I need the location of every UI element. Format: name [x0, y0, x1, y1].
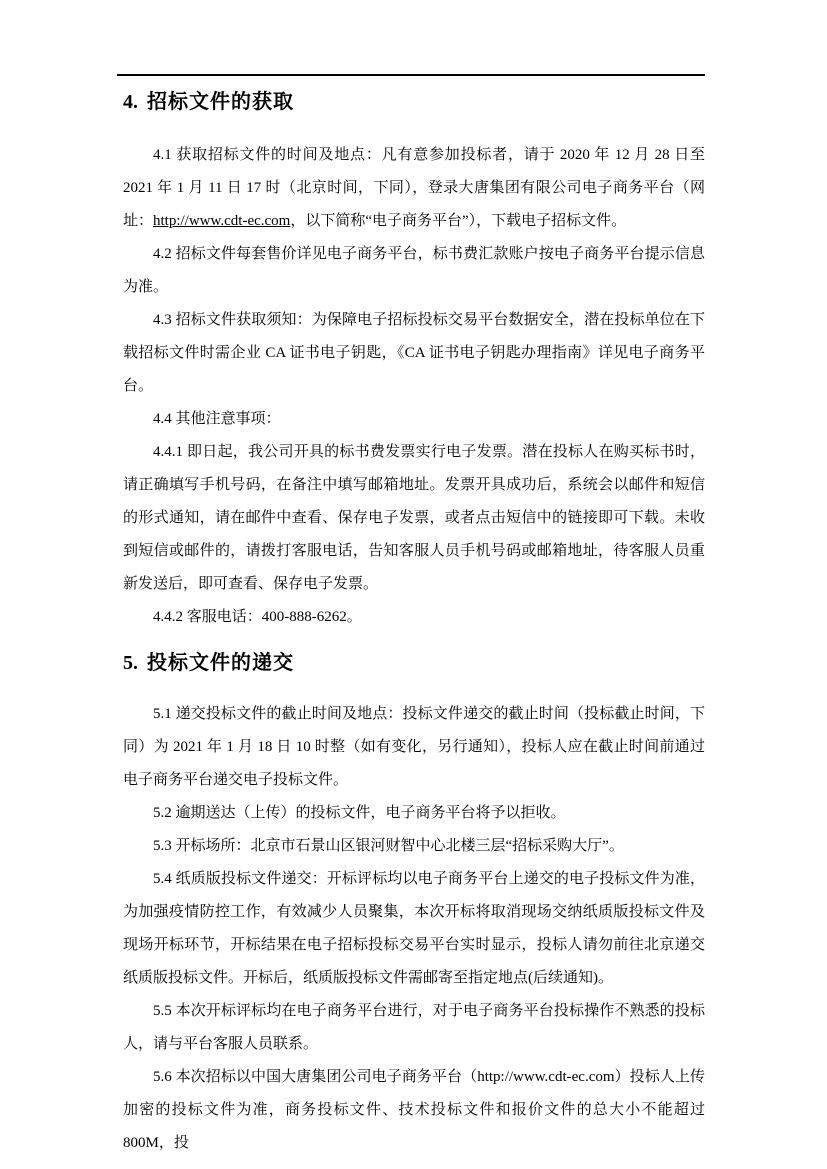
paragraph-5-2: 5.2 逾期送达（上传）的投标文件，电子商务平台将予以拒收。 [153, 805, 566, 821]
cdt-ec-url-link[interactable]: http://www.cdt-ec.com [153, 213, 291, 229]
paragraph-5-4: 5.4 纸质版投标文件递交：开标评标均以电子商务平台上递交的电子投标文件为准，为加强疫情防控工作，有效减少人员聚集，本次开标将取消现场交纳纸质版投标文件及现场开标环节，开标结果在电子招标投标交易平台实时显示，投标人请勿前往北京递交纸质版投标文件。开标后，纸质版投标文件需邮寄至指定地点(后续通知)。 [123, 871, 705, 986]
section-5-title: 投标文件的递交 [147, 652, 294, 674]
paragraph-4-2: 4.2 招标文件每套售价详见电子商务平台，标书费汇款账户按电子商务平台提示信息为准。 [123, 246, 705, 295]
paragraph-5-5: 5.5 本次开标评标均在电子商务平台进行，对于电子商务平台投标操作不熟悉的投标人，请与平台客服人员联系。 [123, 1003, 705, 1052]
paragraph-4-1-text-after: ，以下简称“电子商务平台”），下载电子招标文件。 [290, 213, 627, 229]
section-4-title: 招标文件的获取 [147, 91, 294, 113]
paragraph-4-1 [123, 139, 705, 238]
paragraph-5-6: 5.6 本次招标以中国大唐集团公司电子商务平台（http://www.cdt-ec.com）投标人上传加密的投标文件为准，商务投标文件、技术投标文件和报价文件的总大小不能超过 800M，投 [123, 1069, 705, 1151]
page-content [123, 87, 705, 1160]
paragraph-4-4-2-service-phone: 4.4.2 客服电话：400-888-6262。 [153, 609, 362, 625]
section-bid-document-submission [123, 648, 705, 1160]
section-bid-document-acquisition [123, 87, 705, 634]
section-4-heading [123, 87, 705, 117]
section-4-number: 4. [123, 91, 138, 113]
paragraph-4-3: 4.3 招标文件获取须知：为保障电子招标投标交易平台数据安全，潜在投标单位在下载招标文件时需企业 CA 证书电子钥匙，《CA 证书电子钥匙办理指南》详见电子商务平台。 [123, 312, 705, 394]
section-5-heading [123, 648, 705, 678]
paragraph-5-1: 5.1 递交投标文件的截止时间及地点：投标文件递交的截止时间（投标截止时间，下同）为 2021 年 1 月 18 日 10 时整（如有变化，另行通知），投标人应在截止时间前通过电子商务平台递交电子投标文件。 [123, 706, 705, 788]
header-rule [117, 74, 705, 76]
paragraph-5-3: 5.3 开标场所：北京市石景山区银河财智中心北楼三层“招标采购大厅”。 [153, 838, 624, 854]
paragraph-4-1-text-before: 4.1 获取招标文件的时间及地点：凡有意参加投标者，请于 2020 年 12 月 28 日至 2021 年 1 月 11 日 17 时（北京时间，下同），登录大唐集团有限公司电子商务平台（网址： [123, 147, 705, 229]
section-5-number: 5. [123, 652, 138, 674]
paragraph-4-4-1: 4.4.1 即日起，我公司开具的标书费发票实行电子发票。潜在投标人在购买标书时，请正确填写手机号码，在备注中填写邮箱地址。发票开具成功后，系统会以邮件和短信的形式通知，请在邮件中查看、保存电子发票，或者点击短信中的链接即可下载。未收到短信或邮件的，请拨打客服电话，告知客服人员手机号码或邮箱地址，待客服人员重新发送后，即可查看、保存电子发票。 [123, 444, 705, 592]
paragraph-4-4: 4.4 其他注意事项： [153, 411, 281, 427]
